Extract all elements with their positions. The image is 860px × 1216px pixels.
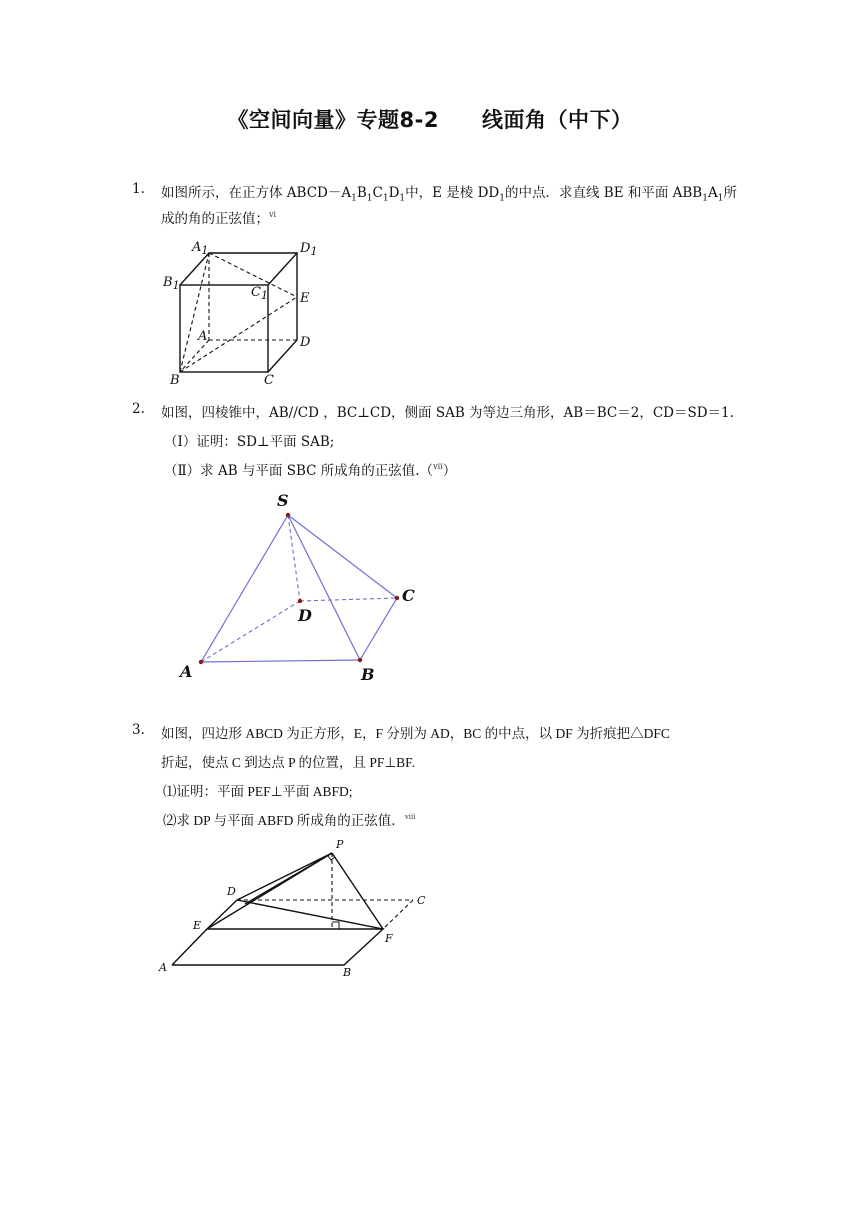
label-B: B (170, 373, 180, 388)
label-E: E (193, 919, 202, 932)
label-D: D (298, 606, 312, 625)
label-D1: $D_1$ (300, 241, 318, 258)
label-B1: $B_1$ (163, 275, 180, 292)
label-S: S (277, 491, 289, 510)
label-D: D (227, 885, 236, 898)
question-1-number: 1. (132, 181, 145, 197)
label-P: P (336, 838, 344, 851)
label-A: A (180, 662, 193, 681)
folded-square-figure (155, 834, 445, 984)
question-3-part-2: ⑵求 DP 与平面 ABFD 所成角的正弦值．$^{viii}$ (163, 812, 416, 828)
question-1-text-line-2: 成的角的正弦值；$^{vi}$ (161, 210, 277, 227)
question-2-part-2: （Ⅱ）求 AB 与平面 SBC 所成角的正弦值.（$^{vii}$） (164, 462, 457, 479)
label-C: C (402, 586, 415, 605)
cube-figure (158, 236, 328, 386)
question-3-text-line-1: 如图，四边形 ABCD 为正方形，E，F 分别为 AD，BC 的中点，以 DF 为折痕把△DFC (161, 726, 670, 741)
question-2-text-line-1: 如图，四棱锥中，AB//CD ，BC⊥CD，侧面 SAB 为等边三角形，AB＝BC＝2，CD＝SD＝1. (161, 405, 734, 421)
label-A1: $A_1$ (192, 240, 209, 257)
label-C: C (417, 894, 426, 907)
label-B: B (343, 966, 352, 979)
endnote-marker: viii (404, 812, 416, 821)
label-A: A (198, 329, 208, 344)
question-3-number: 3. (132, 722, 145, 738)
label-B: B (361, 665, 375, 684)
label-A: A (159, 961, 167, 974)
question-1-text-line-1: 如图所示，在正方体 $ABCD-A_1B_1C_1D_1$中，E 是棱 $DD_1$的中点．求直线 BE 和平面 $ABB_1A_1$所 (161, 185, 737, 204)
label-E: E (300, 291, 310, 306)
question-2-part-1: （Ⅰ）证明：SD⊥平面 SAB; (164, 434, 335, 450)
endnote-marker: vii (433, 462, 443, 471)
question-3-text-line-2: 折起，使点 C 到达点 P 的位置，且 PF⊥BF. (161, 755, 415, 770)
pyramid-figure (175, 488, 425, 688)
label-C: C (264, 373, 274, 388)
page-title: 《空间向量》专题8-2 线面角（中下） (227, 108, 633, 132)
endnote-marker: vi (269, 210, 277, 219)
label-C1: $C_1$ (251, 285, 268, 302)
question-2-number: 2. (132, 401, 145, 417)
label-F: F (385, 932, 393, 945)
question-3-part-1: ⑴证明：平面 PEF⊥平面 ABFD; (163, 784, 353, 799)
label-D: D (300, 335, 311, 350)
